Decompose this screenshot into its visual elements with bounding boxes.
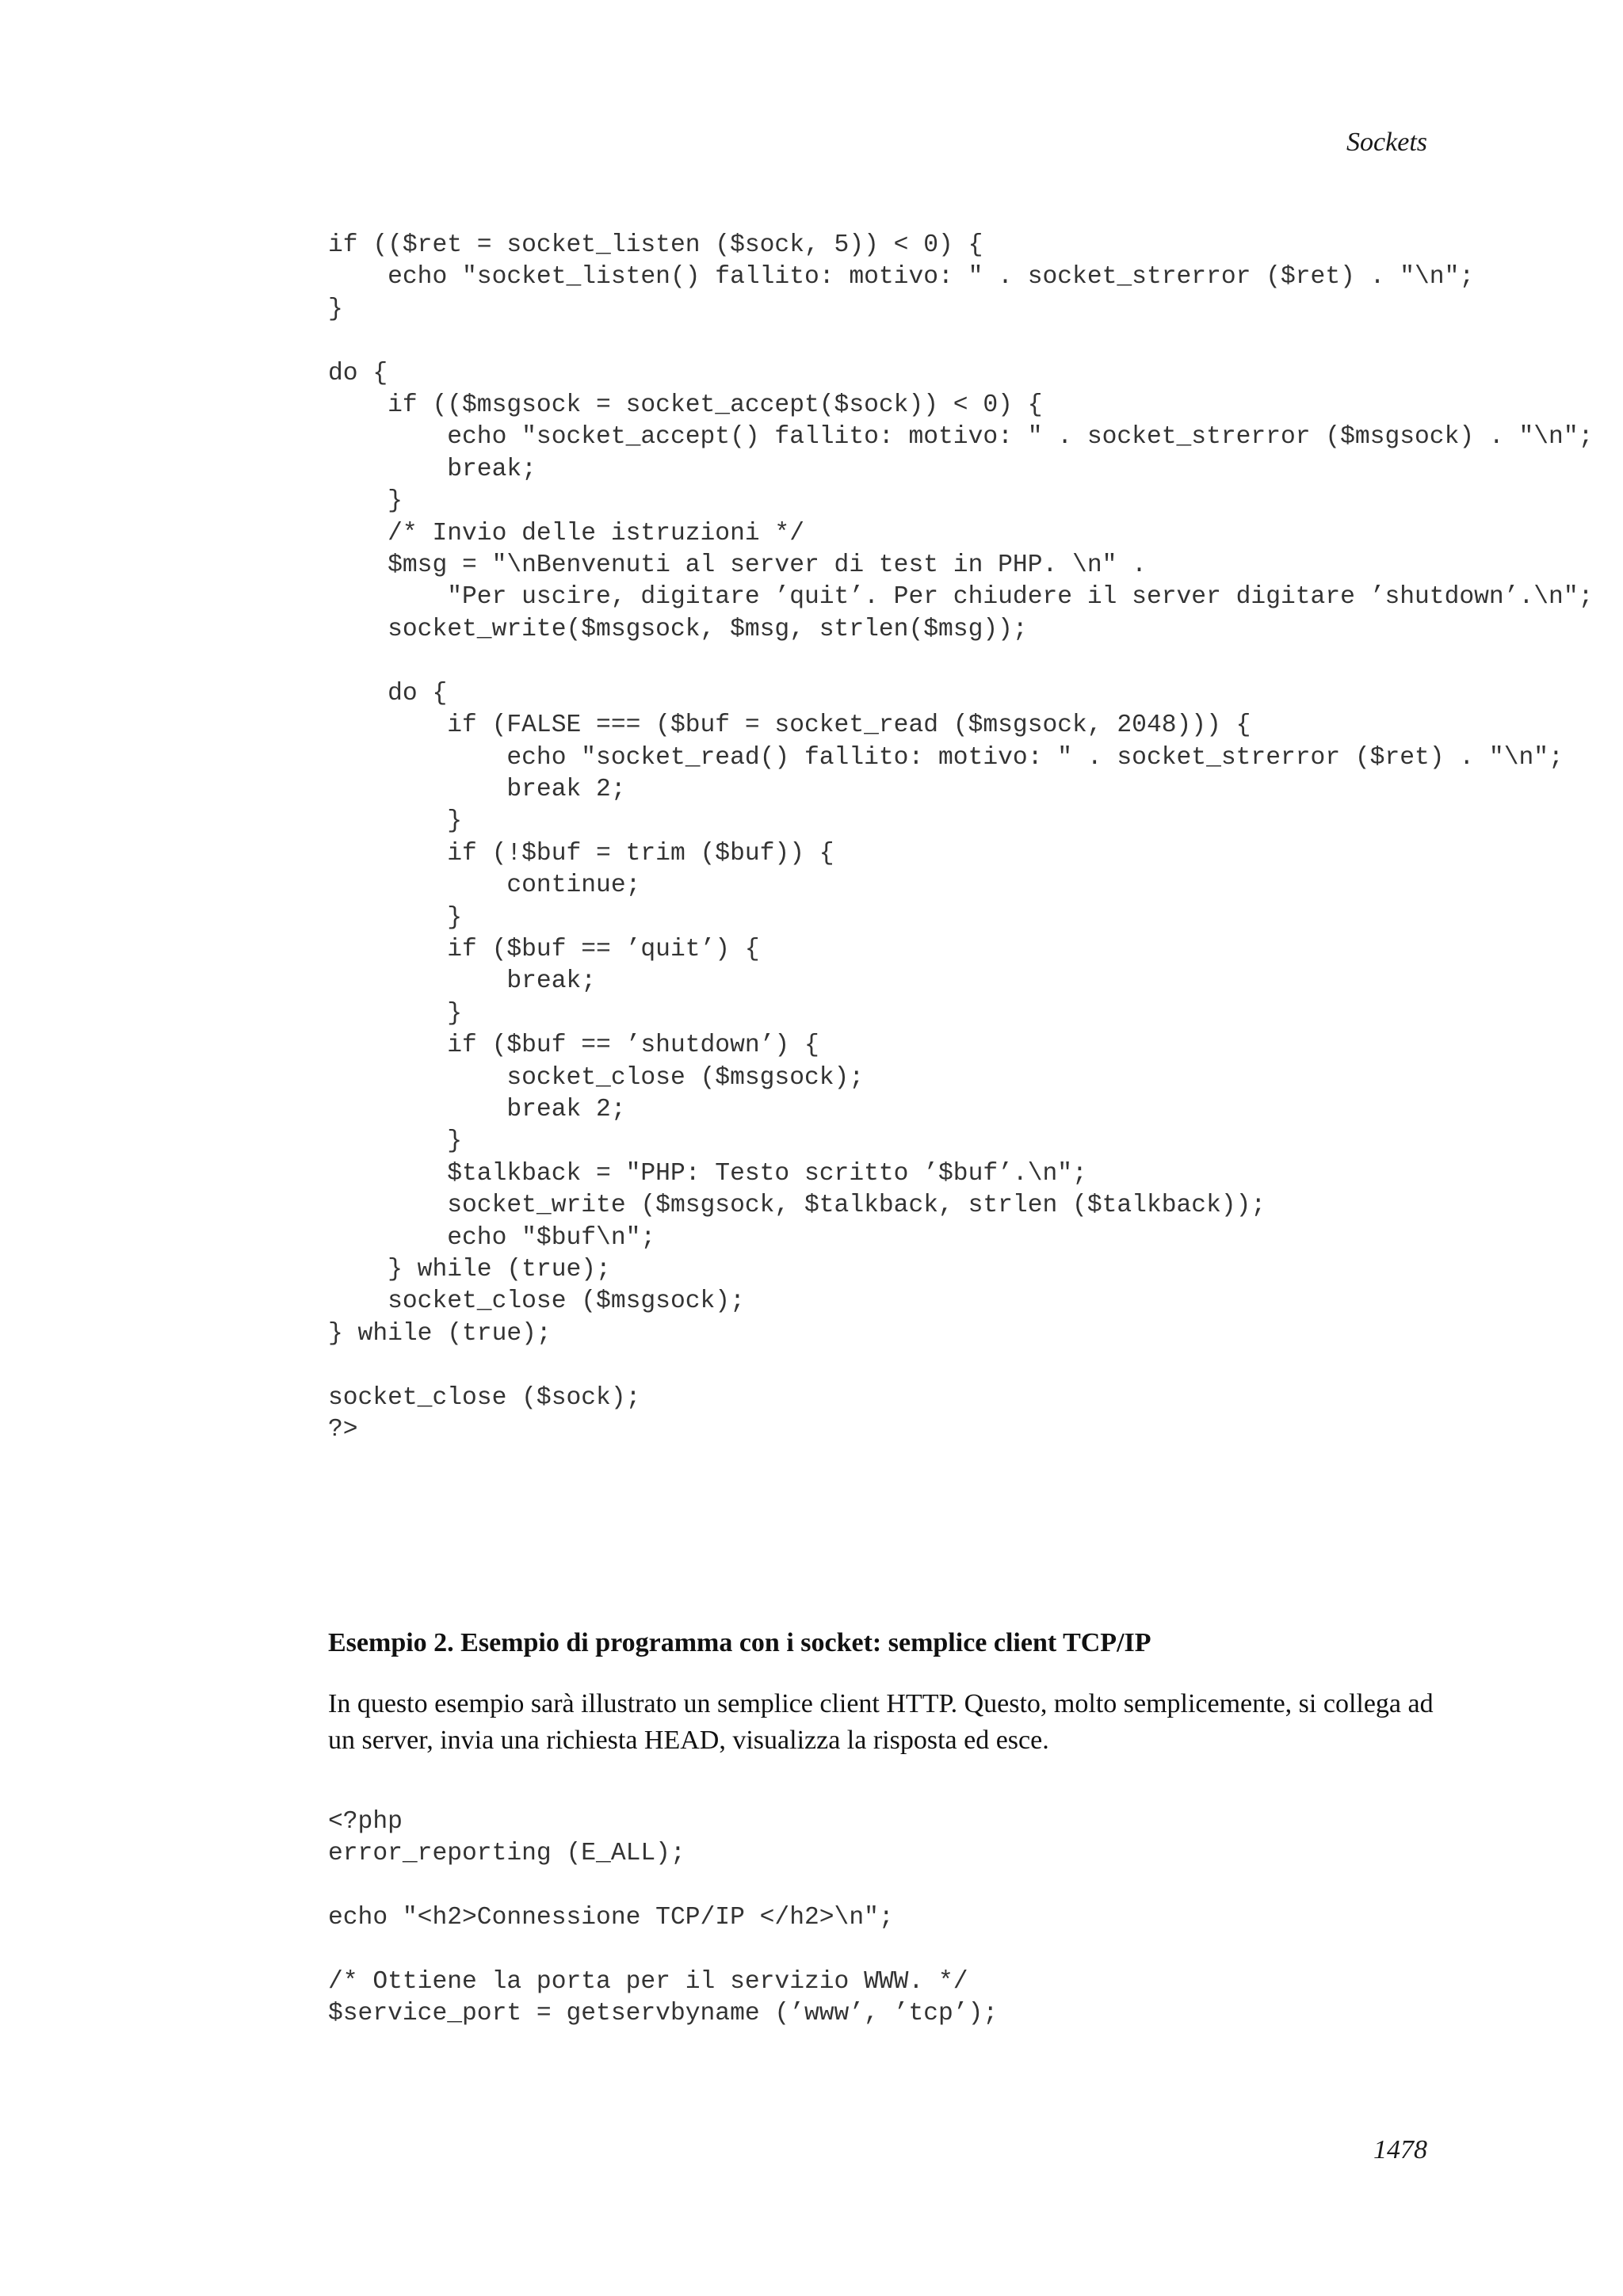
code-listing-server: if (($ret = socket_listen ($sock, 5)) < 0) { echo "socket_listen() fallito: motivo: " . socket_strerror ($ret) . "\n"; } do { if (($msgsock = socket_accept($sock)) < 0) { echo "socket_accept() fallito: motivo: " . socket_strerror ($msgsock) . "\n"; break; } /* Invio delle istruzioni */ $msg = "\nBenvenuti al server di test in PHP. \n" . "Per uscire, digitare ’quit’. Per chiudere il server digitare ’shutdown’.\n"; socket_write($msgsock, $msg, strlen($msg)); do { if (FALSE === ($buf = socket_read ($msgsock, 2048))) { echo "socket_read() fallito: motivo: " . socket_strerror ($ret) . "\n"; break 2; } if (!$buf = trim ($buf)) { continue; } if ($buf == ’quit’) { break; } if ($buf == ’shutdown’) { socket_close ($msgsock); break 2; } $talkback = "PHP: Testo scritto ’$buf’.\n"; socket_write ($msgsock, $talkback, strlen ($talkback)); echo "$buf\n"; } while (true); socket_close ($msgsock); } while (true); socket_close ($sock); ?>	[328, 231, 1594, 1444]
example-description: In questo esempio sarà illustrato un semplice client HTTP. Questo, molto semplicemente, si collega ad un server, invia una richiesta HEAD, visualizza la risposta ed esce.	[328, 1689, 1434, 1755]
running-header: Sockets	[1346, 128, 1427, 157]
example-title: Esempio 2. Esempio di programma con i socket: semplice client TCP/IP	[328, 1628, 1151, 1657]
code-listing-client: <?php error_reporting (E_ALL); echo "<h2>Connessione TCP/IP </h2>\n"; /* Ottiene la porta per il servizio WWW. */ $service_port = getservbyname (’www’, ’tcp’);	[328, 1808, 999, 2028]
page-number: 1478	[1373, 2135, 1427, 2164]
